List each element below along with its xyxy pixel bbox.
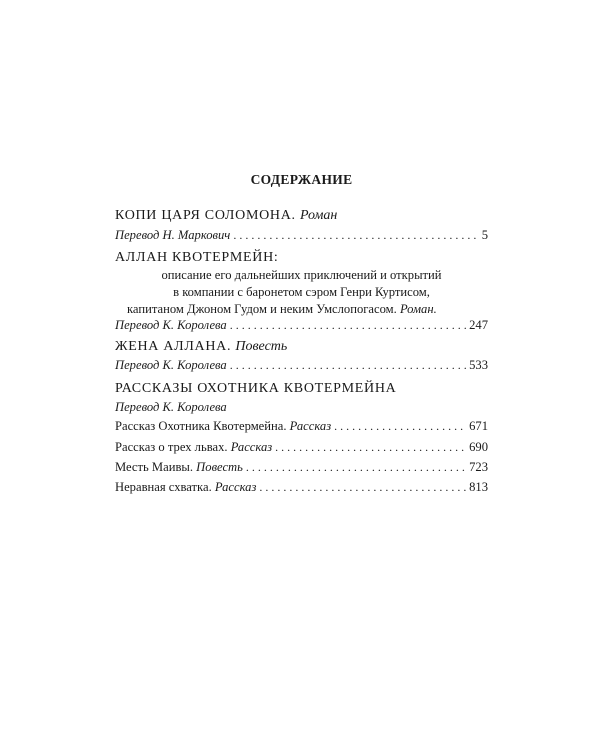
story-line [115, 419, 488, 434]
entry-wife-title-text: ЖЕНА АЛЛАНА. [115, 339, 232, 354]
contents-heading: СОДЕРЖАНИЕ [250, 172, 353, 187]
entry-quatermain-title [115, 250, 279, 266]
story-title: Рассказ о трех львах. [115, 440, 228, 454]
story-genre: Рассказ [289, 419, 332, 433]
story-title: Месть Маивы. [115, 460, 194, 474]
entry-wife-translator: Перевод К. Королева [115, 358, 227, 372]
story-title: Неравная схватка. [115, 480, 212, 494]
entry-quatermain-desc-3 [127, 302, 437, 317]
entry-quatermain-desc-2: в компании с баронетом сэром Генри Куртисом, [173, 285, 430, 299]
story-label [115, 419, 331, 434]
entry-wife-page: 533 [469, 358, 488, 372]
leader-dots [233, 228, 478, 243]
story-page: 690 [469, 440, 488, 454]
story-title: Рассказ Охотника Квотермейна. [115, 419, 287, 433]
entry-solomon-translator: Перевод Н. Маркович [115, 228, 231, 242]
entry-solomon-title-text: КОПИ ЦАРЯ СОЛОМОНА. [115, 208, 296, 223]
story-line [115, 460, 488, 475]
entry-quatermain-title-text: АЛЛАН КВОТЕРМЕЙН: [115, 250, 279, 265]
entry-wife-genre: Повесть [235, 339, 288, 354]
entry-hunter-translator: Перевод К. Королева [115, 400, 227, 414]
entry-solomon-title [115, 208, 337, 224]
entry-quatermain-desc-1: описание его дальнейших приключений и открытий [161, 268, 442, 282]
story-page: 813 [469, 480, 488, 494]
leader-dots [275, 440, 466, 455]
entry-solomon-line [115, 228, 488, 243]
entry-quatermain-page: 247 [469, 318, 488, 332]
entry-solomon-genre: Роман [299, 208, 338, 223]
entry-hunter-title [115, 381, 396, 397]
story-page: 671 [469, 419, 488, 433]
entry-wife-line [115, 358, 488, 373]
story-genre: Рассказ [230, 440, 273, 454]
entry-quatermain-translator: Перевод К. Королева [115, 318, 227, 332]
leader-dots [246, 460, 466, 475]
story-genre: Повесть [196, 460, 243, 474]
leader-dots [259, 480, 466, 495]
story-line [115, 480, 488, 495]
entry-quatermain-line [115, 318, 488, 333]
leader-dots [230, 358, 466, 373]
entry-quatermain-genre: Роман. [399, 302, 437, 316]
leader-dots [230, 318, 466, 333]
story-label [115, 440, 272, 455]
entry-hunter-title-text: РАССКАЗЫ ОХОТНИКА КВОТЕРМЕЙНА [115, 381, 397, 396]
story-line [115, 440, 488, 455]
entry-solomon-page: 5 [481, 228, 488, 242]
story-genre: Рассказ [214, 480, 257, 494]
entry-wife-title [115, 339, 287, 355]
leader-dots [334, 419, 466, 434]
story-label [115, 480, 256, 495]
story-page: 723 [469, 460, 488, 474]
entry-quatermain-desc-3-text: капитаном Джоном Гудом и неким Умслопогасом. [127, 302, 397, 316]
story-label [115, 460, 243, 475]
